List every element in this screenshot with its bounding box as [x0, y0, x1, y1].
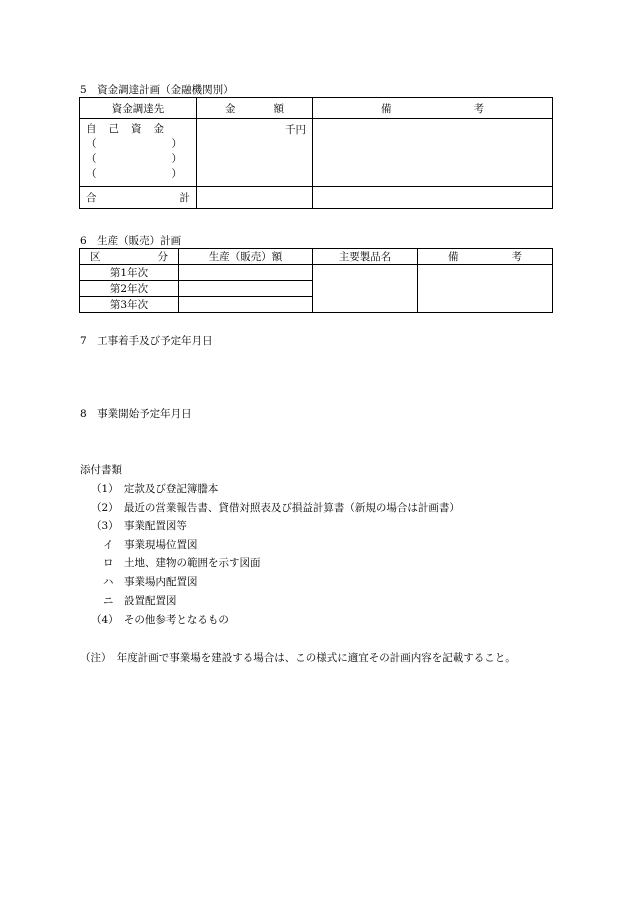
attachment-subitem: ニ 設置配置図 [103, 595, 177, 607]
main-products-cell [313, 265, 418, 313]
blank-source-3: （ ） [86, 168, 182, 180]
section8-title: 8 事業開始予定年月日 [80, 408, 192, 420]
funding-sources-cell [80, 119, 197, 187]
attachment-item: （1） 定款及び登記簿謄本 [91, 483, 219, 495]
total-amount-cell [197, 187, 313, 209]
section7-title: 7 工事着手及び予定年月日 [80, 335, 213, 347]
header-division: 区 分 [80, 249, 179, 265]
footnote: （注） 年度計画で事業場を建設する場合は、この様式に適宜その計画内容を記載すること。 [80, 652, 516, 664]
header-amount: 金 額 [197, 98, 313, 119]
attachment-item: （4） その他参考となるもの [91, 614, 229, 626]
production-amount-cell [179, 297, 313, 313]
section5-title: 5 資金調達計画（金融機関別） [80, 84, 234, 96]
header-note: 備 考 [313, 98, 553, 119]
production-amount-cell [179, 265, 313, 281]
attachment-subitem: ハ 事業場内配置図 [103, 576, 198, 588]
unit-label: 千円 [285, 124, 306, 136]
production-amount-cell [179, 281, 313, 297]
header-production-amount: 生産（販売）額 [179, 249, 313, 265]
attachment-subitem: イ 事業現場位置図 [103, 539, 198, 551]
funding-body-row [80, 119, 553, 187]
production-table [79, 248, 553, 313]
amount-cell [197, 119, 313, 187]
attachment-subitem: ロ 土地、建物の範囲を示す図面 [103, 557, 261, 569]
header-note: 備 考 [418, 249, 553, 265]
attachments-title: 添付書類 [80, 464, 122, 476]
year-label: 第2年次 [80, 281, 179, 297]
blank-source-2: （ ） [86, 153, 182, 165]
header-main-products: 主要製品名 [313, 249, 418, 265]
self-funds-label: 自 己 資 金 [86, 123, 164, 135]
funding-table [79, 97, 553, 209]
header-funding-source: 資金調達先 [80, 98, 197, 119]
total-note-cell [313, 187, 553, 209]
attachment-item: （3） 事業配置図等 [91, 520, 187, 532]
total-row [80, 187, 553, 209]
attachment-item: （2） 最近の営業報告書、貸借対照表及び損益計算書（新規の場合は計画書） [91, 502, 460, 514]
section6-title: 6 生産（販売）計画 [80, 235, 182, 247]
year-row [80, 265, 553, 281]
year-label: 第1年次 [80, 265, 179, 281]
production-note-cell [418, 265, 553, 313]
blank-source-1: （ ） [86, 138, 182, 150]
note-cell [313, 119, 553, 187]
year-label: 第3年次 [80, 297, 179, 313]
total-label: 合 計 [80, 187, 197, 209]
